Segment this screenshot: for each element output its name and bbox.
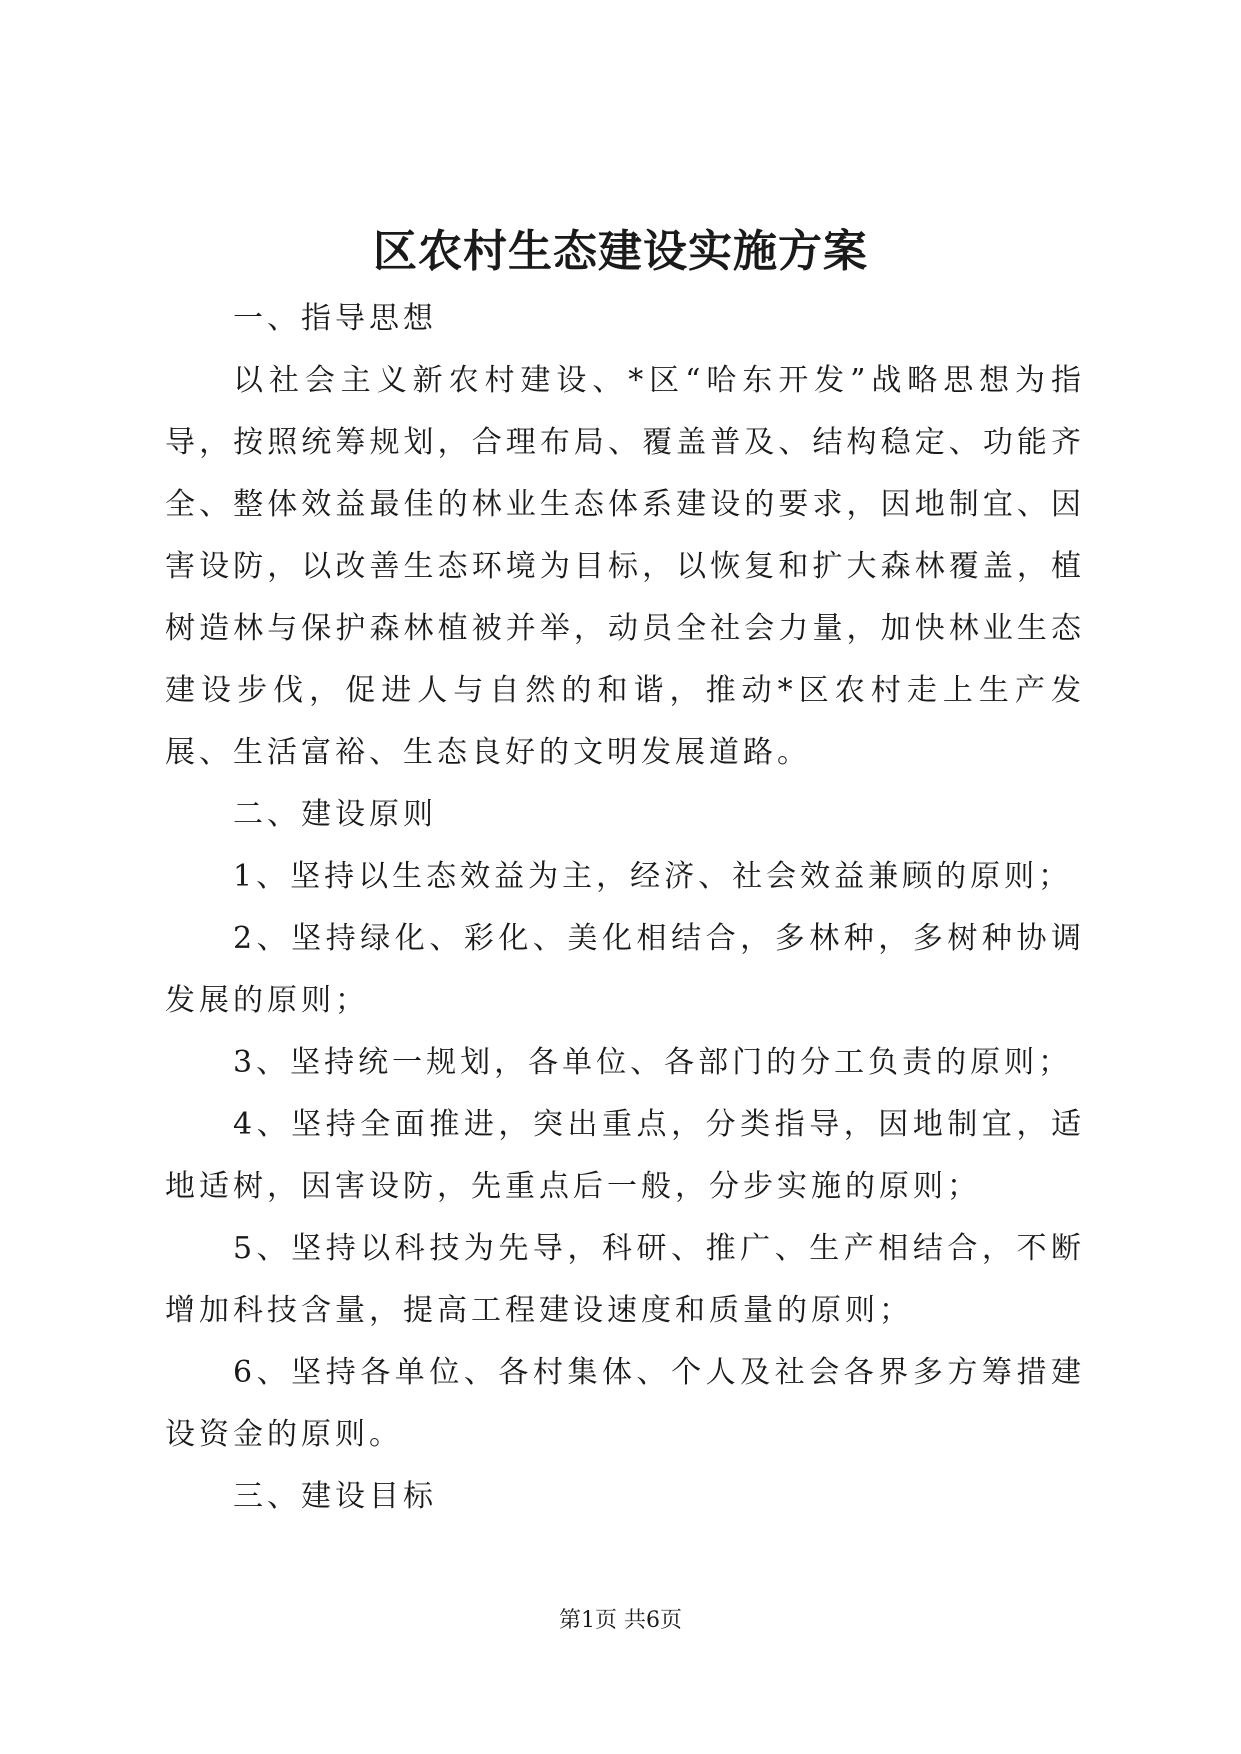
document-title: 区农村生态建设实施方案 [373, 226, 868, 277]
principle-item-1: 1、坚持以生态效益为主，经济、社会效益兼顾的原则； [233, 859, 1073, 894]
principle-item-5: 5、坚持以科技为先导，科研、推广、生产相结合，不断增加科技含量，提高工程建设速度和质量的原则； [165, 1231, 1085, 1328]
paragraph-guiding-thought: 以社会主义新农村建设、*区“哈东开发”战略思想为指导，按照统筹规划，合理布局、覆盖普及、结构稳定、功能齐全、整体效益最佳的林业生态体系建设的要求，因地制宜、因害设防，以改善生态环境为目标，以恢复和扩大森林覆盖，植树造林与保护森林植被并举，动员全社会力量，加快林业生态建设步伐，促进人与自然的和谐，推动*区农村走上生产发展、生活富裕、生态良好的文明发展道路。 [165, 363, 1085, 770]
section-heading-goals: 三、建设目标 [233, 1479, 437, 1514]
principle-item-6: 6、坚持各单位、各村集体、个人及社会各界多方筹措建设资金的原则。 [165, 1355, 1085, 1452]
principle-item-3: 3、坚持统一规划，各单位、各部门的分工负责的原则； [233, 1045, 1073, 1080]
section-heading-principles: 二、建设原则 [233, 797, 437, 832]
section-heading-guiding-thought: 一、指导思想 [233, 301, 437, 336]
page-number-footer: 第1页 共6页 [559, 1608, 682, 1633]
principle-item-2: 2、坚持绿化、彩化、美化相结合，多林种，多树种协调发展的原则； [165, 921, 1085, 1018]
principle-item-4: 4、坚持全面推进，突出重点，分类指导，因地制宜，适地适树，因害设防，先重点后一般，分步实施的原则； [165, 1107, 1085, 1204]
document-body [165, 288, 1085, 1528]
